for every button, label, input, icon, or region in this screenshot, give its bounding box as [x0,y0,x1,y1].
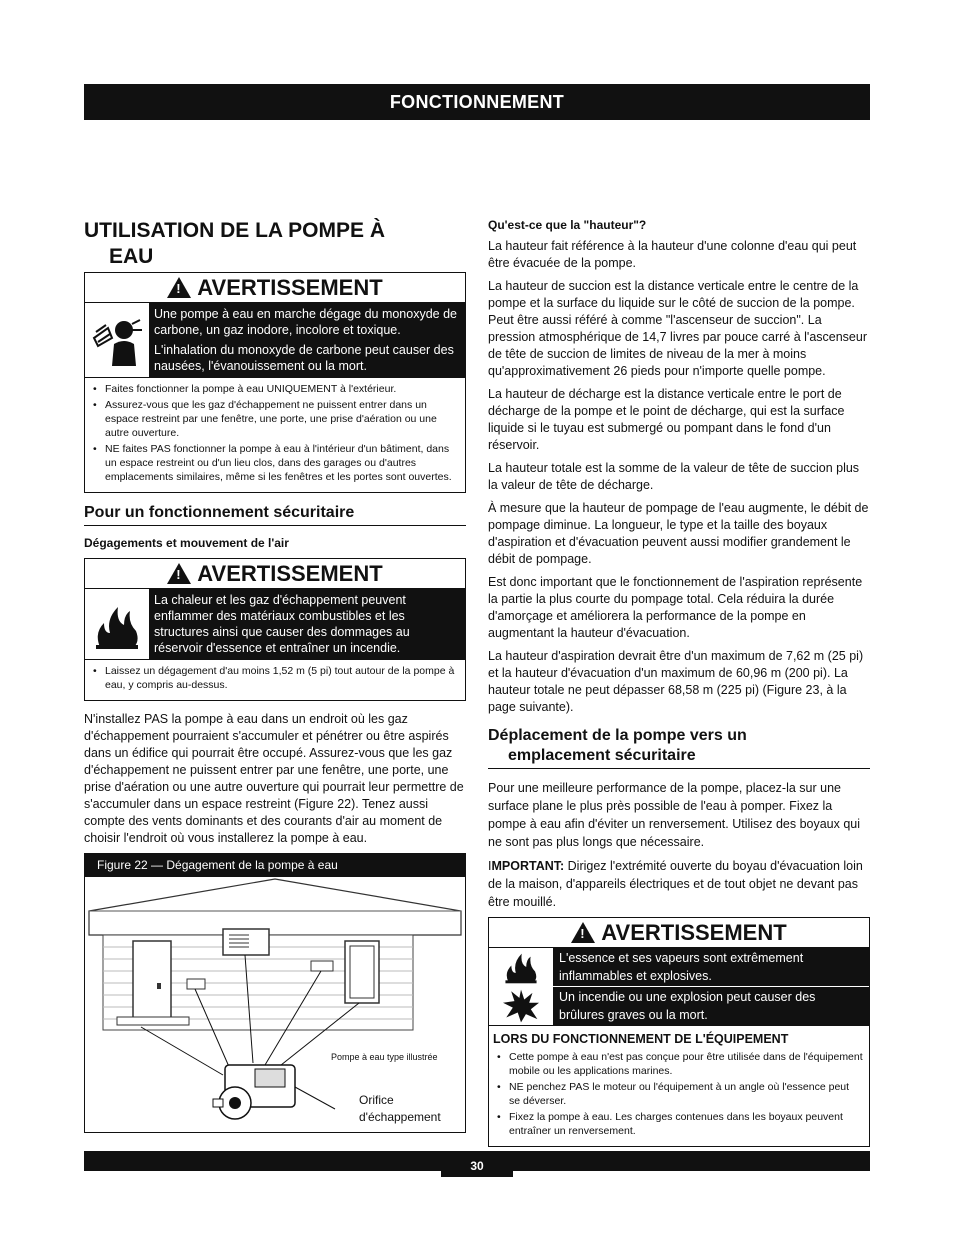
header-title: FONCTIONNEMENT [389,91,565,112]
warning-co-box [84,272,466,493]
list-item: • Fixez la pompe à eau. Les charges contenues dans les boyaux peuvent entraîner un renversement. [495,1110,863,1138]
warning-text-1: Une pompe à eau en marche dégage du monoxyde de carbone, un gaz inodore, incolore et toxique. [154,307,457,337]
left-column [84,218,466,1133]
body-paragraph: N'installez PAS la pompe à eau dans un endroit où les gaz d'échappement pourraient s'accumuler et pénétrer ou être aspirés dans un édifice qui pourrait être occupé. Assurez-vous que les gaz d'échappement ne puissent entrer par une fenêtre, une porte, une prise d'aération ou une autre ouverture qui pourrait leur permettre de s'accumuler dans un espace restreint (Figure 22). Tenez aussi compte des vents dominants et des courants d'air au moment de choisir l'endroit où vous installerez la pompe à eau. [84,712,464,845]
section-title: Pour un fonctionnement sécuritaire [84,503,466,526]
section-line-2: emplacement sécuritaire [508,747,696,764]
warning-text: La chaleur et les gaz d'échappement peuvent enflammer des matériaux combustibles et les structures ainsi que causer des dommages au réservoir d'essence et entraîner un incendie. [149,589,465,659]
important-label: MPORTANT: [491,859,565,873]
warning-bullets [489,1046,869,1146]
warning-text-2: L'inhalation du monoxyde de carbone peut causer des nausées, l'évanouissement ou la mort. [154,343,454,373]
body-paragraph: La hauteur fait référence à la hauteur d'une colonne d'eau qui peut être évacuée de la pompe. [488,239,857,270]
important-paragraph [488,857,870,911]
list-item: • NE penchez PAS le moteur ou l'équipement à un angle où l'essence peut se déverser. [495,1080,863,1108]
page-title [84,218,466,270]
exhaust-label [359,1092,441,1126]
body-paragraph: Pour une meilleure performance de la pompe, placez-la sur une surface plane le plus près possible de l'eau à pomper. Fixez la pompe à eau afin d'éviter un renversement. Utilisez des boyaux qui ne sont pas plus longs que nécessaire. [488,781,861,849]
warning-header [489,918,869,948]
warning-row [489,948,869,987]
page-number: 30 [441,1155,513,1177]
list-item: • Cette pompe à eau n'est pas conçue pour être utilisée dans de l'équipement mobile ou les applications marines. [495,1050,863,1078]
section-line-1: Déplacement de la pompe vers un [488,727,747,744]
warning-bullets [85,660,465,700]
fire-icon [85,589,149,659]
list-item: • Assurez-vous que les gaz d'échappement ne puissent entrer dans un espace restreint par une fenêtre, une porte, une prise d'aération ou une autre ouverture. [91,398,459,440]
body-paragraph: Est donc important que le fonctionnement de l'aspiration représente la partie la plus courte du pompage total. Cela réduira la durée d'amorçage et améliorera la performance de la pompe en augmentant la hauteur d'évacuation. [488,575,863,640]
important-initial: I [488,859,492,873]
section-title-relocation [488,726,870,769]
warning-text-1: L'essence et ses vapeurs sont extrêmement inflammables et explosives. [553,948,869,986]
explosion-icon [489,987,553,1025]
exhaust-label-1: Orifice [359,1093,394,1107]
warning-title: AVERTISSEMENT [197,274,383,300]
title-line-1: UTILISATION DE LA POMPE À [84,219,386,242]
figure-22 [84,853,466,1133]
warning-text-2: Un incendie ou une explosion peut causer des brûlures graves ou la mort. [553,987,869,1025]
warning-header [85,273,465,303]
warning-triangle-icon [167,563,191,584]
right-column [488,218,870,1157]
important-text: Dirigez l'extrémité ouverte du boyau d'évacuation loin de la maison, d'appareils électriques et de tout objet ne devant pas être mouillé. [488,859,863,909]
figure-caption: Figure 22 — Dégagement de la pompe à eau [85,854,465,877]
warning-bullets [85,378,465,492]
body-paragraph: La hauteur d'aspiration devrait être d'un maximum de 7,62 m (25 pi) et la hauteur d'évacuation d'un maximum de 60,96 m (200 pi). La hauteur totale ne peut dépasser 68,58 m (225 pi) (Figure 23, à la page suivante). [488,649,864,714]
body-paragraph: La hauteur de succion est la distance verticale entre le centre de la pompe et la surface du liquide sur le côté de succion de la pompe. Peut être aussi référé à comme "l'ascenseur de succion". La pression atmosphérique de 14,7 livres par pouce carré à l'ascenseur de tête de succion de limites de niveau de la mer à moins qu'approximativement 26 pieds pour n'importe quelle pompe. [488,279,867,378]
title-line-2: EAU [109,245,154,268]
body-paragraph: La hauteur de décharge est la distance verticale entre le port de décharge de la pompe et le point de décharge, qui est la surface liquide si le tuyau est submergé ou pompant dans le fond d'un réservoir. [488,387,845,452]
warning-heat-box [84,558,466,701]
warning-fuel-box [488,917,870,1147]
warning-triangle-icon [571,922,595,943]
list-item: • Laissez un dégagement d'au moins 1,52 m (5 pi) tout autour de la pompe à eau, y compris au-dessus. [91,664,459,692]
list-item: • Faites fonctionner la pompe à eau UNIQUEMENT à l'extérieur. [91,382,459,396]
subsection-title: Dégagements et mouvement de l'air [84,536,289,550]
toxic-fumes-icon [85,303,149,377]
pump-label: Pompe à eau type illustrée [331,1052,438,1062]
warning-row [85,303,465,378]
body-paragraph: La hauteur totale est la somme de la valeur de tête de succion plus la valeur de tête de décharge. [488,461,860,492]
operating-heading: LORS DU FONCTIONNEMENT DE L'ÉQUIPEMENT [493,1032,789,1046]
list-item: • NE faites PAS fonctionner la pompe à eau à l'intérieur d'un bâtiment, dans un espace restreint ou d'un lieu clos, dans des garages ou d'autres emplacements similaires, même si les fenêtres et les portes sont ouvertes. [91,442,459,484]
warning-row [85,589,465,660]
head-question: Qu'est-ce que la "hauteur"? [488,218,647,232]
water-pump-icon [213,1065,335,1119]
fire-icon [489,948,553,986]
warning-row [489,987,869,1026]
warning-title: AVERTISSEMENT [601,919,787,945]
warning-title: AVERTISSEMENT [197,560,383,586]
warning-text [149,303,465,377]
warning-triangle-icon [167,277,191,298]
warning-header [85,559,465,589]
exhaust-label-2: d'échappement [359,1110,441,1124]
section-header [84,84,870,120]
body-paragraph: À mesure que la hauteur de pompage de l'eau augmente, le débit de pompage diminue. La longueur, le type et la taille des boyaux d'aspiration et d'évacuation peuvent aussi modifier grandement le débit de pompage. [488,501,869,566]
